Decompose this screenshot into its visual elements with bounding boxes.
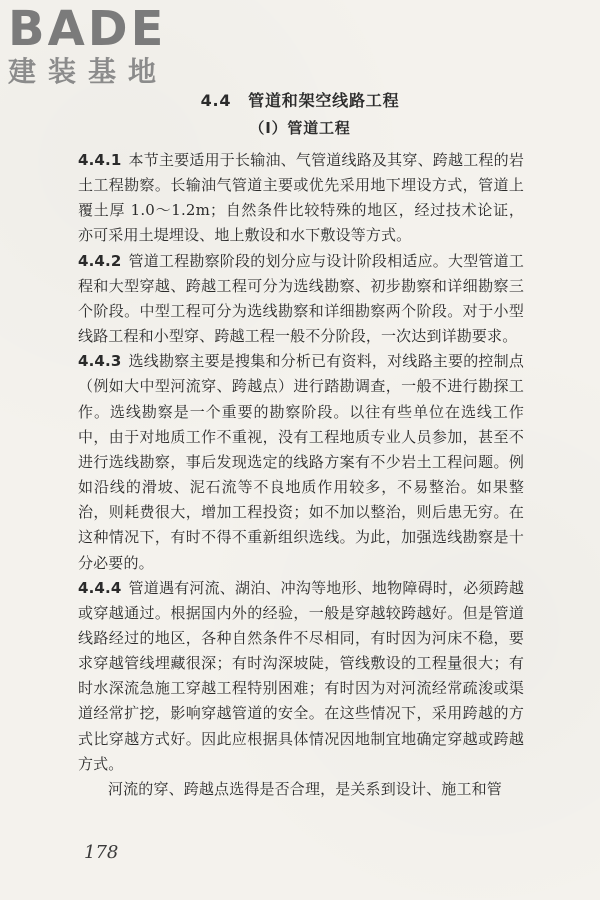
section-title: 4.4 管道和架空线路工程 [200, 91, 400, 110]
paragraph-text: 选线勘察主要是搜集和分析已有资料，对线路主要的控制点（例如大中型河流穿、跨越点）进行踏勘调查，一般不进行勘探工作。选线勘察是一个重要的勘察阶段。以往有些单位在选线工作中，由于对地质工作不重视，没有工程地质专业人员参加，甚至不进行选线勘察，事后发现选定的线路方案有不少岩土工程问题。例如沿线的滑坡、泥石流等不良地质作用较多，不易整治。如果整治，则耗费很大，增加工程投资；如不加以整治，则后患无穷。在这种情况下，有时不得不重新组织选线。为此，加强选线勘察是十分必要的。 [78, 352, 524, 572]
paragraph-4-4-3 [78, 349, 524, 575]
paragraph-text: 管道遇有河流、湖泊、冲沟等地形、地物障碍时，必须跨越或穿越通过。根据国内外的经验，一般是穿越较跨越好。但是管道线路经过的地区，各种自然条件不尽相同，有时因为河床不稳，要求穿越管线埋藏很深；有时沟深坡陡，管线敷设的工程量很大；有时水深流急施工穿越工程特别困难；有时因为对河流经常疏浚或渠道经常扩挖，影响穿越管道的安全。在这些情况下，采用跨越的方式比穿越方式好。因此应根据具体情况因地制宜地确定穿越或跨越方式。 [78, 578, 524, 773]
logo [8, 1, 178, 88]
paragraph-4-4-2 [78, 249, 524, 350]
logo-main-text: BADE [8, 1, 167, 57]
paragraph-number: 4.4.2 [78, 251, 122, 270]
paragraph-number: 4.4.1 [78, 151, 122, 169]
subsection-title: （Ⅰ）管道工程 [249, 119, 351, 137]
logo-subtext: 建装基地 [8, 55, 169, 88]
paragraph-text: 本节主要适用于长输油、气管道线路及其穿、跨越工程的岩土工程勘察。长输油气管道主要或优先采用地下埋设方式，管道上覆土厚 1.0～1.2m；自然条件比较特殊的地区，经过技术论证，亦可采用土堤埋设、地上敷设和水下敷设等方式。 [78, 151, 524, 245]
main-content [78, 148, 524, 802]
paragraph-4-4-4 [78, 576, 524, 777]
paragraph-text: 管道工程勘察阶段的划分应与设计阶段相适应。大型管道工程和大型穿越、跨越工程可分为选线勘察、初步勘察和详细勘察三个阶段。中型工程可分为选线勘察和详细勘察两个阶段。对于小型线路工程和小型穿、跨越工程一般不分阶段，一次达到详勘要求。 [78, 251, 524, 346]
page-number: 178 [84, 842, 119, 863]
paragraph-number: 4.4.4 [78, 578, 122, 597]
paragraph-4-4-1 [78, 148, 524, 249]
paragraph-text: 河流的穿、跨越点选得是否合理，是关系到设计、施工和管 [108, 779, 502, 798]
paragraph-number: 4.4.3 [78, 352, 122, 371]
continuation-paragraph [78, 777, 524, 802]
